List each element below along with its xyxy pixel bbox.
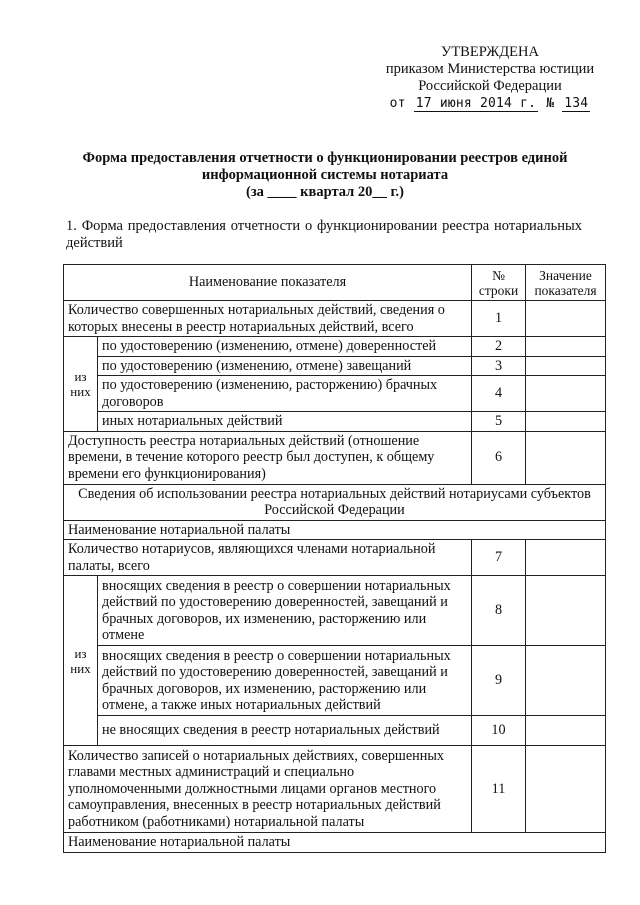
approval-date: 17 июня 2014 г.	[415, 96, 537, 111]
row-label: Доступность реестра нотариальных действий (отношение времени, в течение которого реестр был доступен, к общему времени его функционирования)	[64, 431, 472, 484]
value-cell[interactable]	[526, 301, 606, 337]
value-cell[interactable]	[526, 431, 606, 484]
number-prefix: №	[546, 96, 555, 111]
table-row	[64, 356, 606, 376]
iz-nikh-label: из них	[64, 576, 98, 746]
approval-stamp	[370, 44, 610, 112]
row-number: 8	[472, 576, 526, 646]
form-title	[60, 150, 590, 201]
approval-date-line	[370, 95, 610, 112]
row-number: 7	[472, 540, 526, 576]
approval-line-1: приказом Министерства юстиции	[385, 61, 595, 77]
value-cell[interactable]	[526, 376, 606, 412]
table-row	[64, 540, 606, 576]
row-number: 1	[472, 301, 526, 337]
value-cell[interactable]	[526, 646, 606, 716]
section-heading: 1. Форма предоставления отчетности о функционировании реестра нотариальных действий	[66, 218, 582, 251]
row-label: не вносящих сведения в реестр нотариальных действий	[98, 716, 472, 746]
iz-nikh-label: из них	[64, 337, 98, 432]
row-number: 4	[472, 376, 526, 412]
row-label: вносящих сведения в реестр о совершении нотариальных действий по удостоверению доверенностей, завещаний и брачных договоров, их изменению, расторжению или отмене	[98, 576, 472, 646]
chamber-row	[64, 833, 606, 853]
table-row	[64, 431, 606, 484]
table-row	[64, 337, 606, 357]
row-number: 5	[472, 412, 526, 432]
approval-heading: УТВЕРЖДЕНА	[441, 44, 539, 60]
row-number: 11	[472, 746, 526, 833]
value-cell[interactable]	[526, 576, 606, 646]
chamber-row	[64, 520, 606, 540]
row-label: иных нотариальных действий	[98, 412, 472, 432]
row-label: Количество совершенных нотариальных действий, сведения о которых внесены в реестр нотариальных действий, всего	[64, 301, 472, 337]
header-name: Наименование показателя	[64, 265, 472, 301]
table-row	[64, 746, 606, 833]
table-row	[64, 576, 606, 646]
value-cell[interactable]	[526, 716, 606, 746]
header-row-no: № строки	[472, 265, 526, 301]
date-prefix: от	[389, 96, 406, 111]
table-row	[64, 646, 606, 716]
value-cell[interactable]	[526, 337, 606, 357]
table-row	[64, 376, 606, 412]
value-cell[interactable]	[526, 540, 606, 576]
table-header-row	[64, 265, 606, 301]
approval-number: 134	[564, 96, 589, 111]
report-table	[63, 264, 606, 853]
chamber-name-label: Наименование нотариальной палаты	[64, 520, 606, 540]
value-cell[interactable]	[526, 356, 606, 376]
row-label: вносящих сведения в реестр о совершении нотариальных действий по удостоверению доверенностей, завещаний и брачных договоров, их изменению, расторжению или отмене, а также иных нотариальных действий	[98, 646, 472, 716]
chamber-name-label: Наименование нотариальной палаты	[64, 833, 606, 853]
approval-line-2: Российской Федерации	[418, 78, 562, 94]
table-row	[64, 716, 606, 746]
table-row	[64, 301, 606, 337]
row-label: Количество записей о нотариальных действиях, совершенных главами местных администраций и специально уполномоченными должностными лицами органов местного самоуправления, внесенных в реестр нотариальных действий работником (работниками) нотариальной палаты	[64, 746, 472, 833]
row-label: по удостоверению (изменению, расторжению) брачных договоров	[98, 376, 472, 412]
value-cell[interactable]	[526, 746, 606, 833]
row-number: 10	[472, 716, 526, 746]
row-number: 9	[472, 646, 526, 716]
value-cell[interactable]	[526, 412, 606, 432]
row-label: по удостоверению (изменению, отмене) завещаний	[98, 356, 472, 376]
row-number: 6	[472, 431, 526, 484]
section-row	[64, 484, 606, 520]
title-line-3: (за ____ квартал 20__ г.)	[246, 184, 404, 200]
header-value: Значение показателя	[526, 265, 606, 301]
title-line-1: Форма предоставления отчетности о функционировании реестров единой	[82, 150, 568, 166]
row-number: 2	[472, 337, 526, 357]
title-line-2: информационной системы нотариата	[201, 167, 449, 183]
row-label: по удостоверению (изменению, отмене) доверенностей	[98, 337, 472, 357]
row-number: 3	[472, 356, 526, 376]
row-label: Количество нотариусов, являющихся членами нотариальной палаты, всего	[64, 540, 472, 576]
table-row	[64, 412, 606, 432]
section-title: Сведения об использовании реестра нотариальных действий нотариусами субъектов Российской Федерации	[64, 484, 606, 520]
